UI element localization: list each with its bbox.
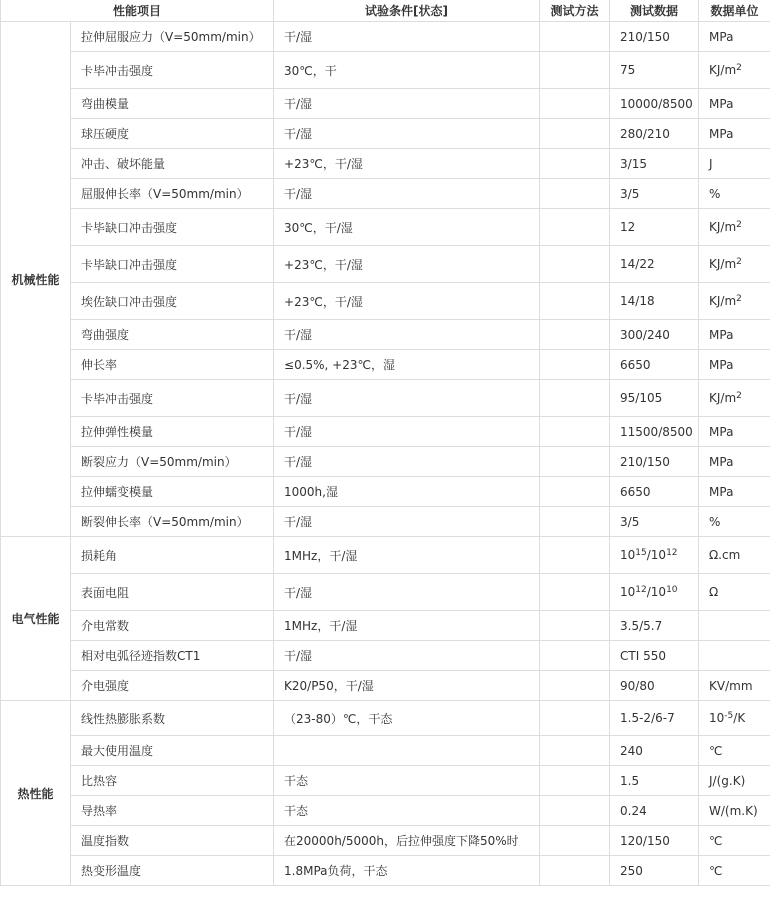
table-row [1,671,770,701]
cell-item: 导热率 [71,796,274,826]
table-row [1,320,770,350]
cell-data: 240 [610,736,699,766]
cell-condition: ≤0.5%, +23℃，湿 [274,350,540,380]
table-row [1,246,770,283]
cell-method [540,641,610,671]
group-label-electrical: 电气性能 [1,537,71,701]
cell-condition: +23℃，干/湿 [274,283,540,320]
cell-unit: $KJ/m^2$ [699,283,770,320]
header-row [1,0,770,22]
cell-item: 伸长率 [71,350,274,380]
table-row [1,574,770,611]
cell-unit: $KJ/m^2$ [699,246,770,283]
table-row [1,179,770,209]
cell-unit: MPa [699,320,770,350]
table-row [1,283,770,320]
cell-method [540,22,610,52]
table-row [1,119,770,149]
table-row [1,350,770,380]
cell-method [540,52,610,89]
header-unit: 数据单位 [699,0,770,22]
cell-condition: 干/湿 [274,417,540,447]
cell-unit [699,611,770,641]
cell-data: 11500/8500 [610,417,699,447]
cell-data: 6650 [610,350,699,380]
cell-condition: +23℃，干/湿 [274,246,540,283]
cell-condition [274,736,540,766]
cell-unit: % [699,179,770,209]
cell-method [540,671,610,701]
cell-data: $10^{15}/10^{12}$ [610,537,699,574]
cell-unit: $10^{-5}/K$ [699,701,770,736]
cell-data: 6650 [610,477,699,507]
cell-unit: MPa [699,417,770,447]
cell-condition: K20/P50，干/湿 [274,671,540,701]
header-item: 性能项目 [1,0,274,22]
cell-method [540,350,610,380]
cell-unit: KV/mm [699,671,770,701]
cell-method [540,283,610,320]
cell-method [540,796,610,826]
table-row [1,641,770,671]
cell-condition: 干/湿 [274,641,540,671]
cell-data: 95/105 [610,380,699,417]
cell-item: 卡毕冲击强度 [71,52,274,89]
cell-data: 210/150 [610,22,699,52]
cell-condition: 干/湿 [274,320,540,350]
cell-unit: MPa [699,477,770,507]
cell-unit: W/(m.K) [699,796,770,826]
table-row [1,380,770,417]
cell-data: 300/240 [610,320,699,350]
header-method: 测试方法 [540,0,610,22]
cell-unit: ℃ [699,856,770,886]
header-condition: 试验条件[状态] [274,0,540,22]
cell-data: 120/150 [610,826,699,856]
cell-item: 埃佐缺口冲击强度 [71,283,274,320]
cell-method [540,320,610,350]
cell-unit [699,641,770,671]
cell-method [540,826,610,856]
cell-unit: $KJ/m^2$ [699,380,770,417]
cell-condition: 干/湿 [274,507,540,537]
cell-data: 0.24 [610,796,699,826]
table-row [1,507,770,537]
cell-condition: 在20000h/5000h，后拉伸强度下降50%时 [274,826,540,856]
cell-data: 250 [610,856,699,886]
cell-method [540,507,610,537]
cell-method [540,380,610,417]
cell-unit: J/(g.K) [699,766,770,796]
cell-item: 弯曲强度 [71,320,274,350]
table-row [1,52,770,89]
table-row [1,701,770,736]
cell-item: 损耗角 [71,537,274,574]
cell-data: 3/5 [610,179,699,209]
cell-method [540,447,610,477]
table-row [1,826,770,856]
cell-method [540,766,610,796]
cell-unit: Ω.cm [699,537,770,574]
cell-method [540,611,610,641]
header-data: 测试数据 [610,0,699,22]
cell-method [540,119,610,149]
cell-item: 卡毕缺口冲击强度 [71,246,274,283]
cell-method [540,856,610,886]
cell-item: 断裂应力（V=50mm/min） [71,447,274,477]
cell-item: 拉伸蠕变模量 [71,477,274,507]
table-row [1,477,770,507]
cell-condition: 干态 [274,766,540,796]
table-row [1,736,770,766]
table-row [1,22,770,52]
cell-unit: MPa [699,89,770,119]
cell-data: CTI 550 [610,641,699,671]
cell-unit: J [699,149,770,179]
table-row [1,89,770,119]
cell-data: 14/18 [610,283,699,320]
table-row [1,149,770,179]
table-row [1,611,770,641]
cell-item: 卡毕冲击强度 [71,380,274,417]
cell-item: 热变形温度 [71,856,274,886]
table-row [1,796,770,826]
cell-item: 球压硬度 [71,119,274,149]
cell-item: 介电强度 [71,671,274,701]
cell-unit: Ω [699,574,770,611]
cell-item: 断裂伸长率（V=50mm/min） [71,507,274,537]
cell-item: 最大使用温度 [71,736,274,766]
cell-condition: 干态 [274,796,540,826]
cell-data: 12 [610,209,699,246]
cell-data: 3.5/5.7 [610,611,699,641]
cell-condition: 干/湿 [274,89,540,119]
cell-condition: 干/湿 [274,119,540,149]
cell-data: 210/150 [610,447,699,477]
cell-unit: MPa [699,22,770,52]
cell-data: 1.5-2/6-7 [610,701,699,736]
cell-method [540,246,610,283]
table-row [1,447,770,477]
table-row [1,417,770,447]
cell-condition: 干/湿 [274,380,540,417]
cell-condition: 干/湿 [274,447,540,477]
table-row [1,766,770,796]
cell-item: 表面电阻 [71,574,274,611]
cell-condition: 干/湿 [274,574,540,611]
cell-method [540,701,610,736]
cell-data: 3/15 [610,149,699,179]
cell-item: 温度指数 [71,826,274,856]
cell-unit: MPa [699,350,770,380]
cell-condition: 1MHz，干/湿 [274,611,540,641]
cell-condition: 干/湿 [274,22,540,52]
cell-data: 90/80 [610,671,699,701]
cell-method [540,477,610,507]
cell-unit: % [699,507,770,537]
cell-condition: 1000h,湿 [274,477,540,507]
cell-condition: 30℃，干 [274,52,540,89]
cell-item: 弯曲模量 [71,89,274,119]
cell-item: 介电常数 [71,611,274,641]
cell-item: 线性热膨胀系数 [71,701,274,736]
cell-data: 75 [610,52,699,89]
cell-method [540,149,610,179]
group-label-thermal: 热性能 [1,701,71,886]
cell-method [540,179,610,209]
cell-item: 拉伸屈服应力（V=50mm/min） [71,22,274,52]
cell-data: 280/210 [610,119,699,149]
cell-item: 相对电弧径迹指数CT1 [71,641,274,671]
cell-condition: 干/湿 [274,179,540,209]
cell-condition: 1.8MPa负荷，干态 [274,856,540,886]
cell-item: 屈服伸长率（V=50mm/min） [71,179,274,209]
cell-condition: 30℃，干/湿 [274,209,540,246]
cell-item: 冲击、破坏能量 [71,149,274,179]
cell-condition: 1MHz，干/湿 [274,537,540,574]
cell-method [540,736,610,766]
table-row [1,856,770,886]
cell-item: 比热容 [71,766,274,796]
table-row [1,209,770,246]
cell-item: 拉伸弹性模量 [71,417,274,447]
group-label-mechanical: 机械性能 [1,22,71,537]
cell-unit: MPa [699,447,770,477]
cell-data: 1.5 [610,766,699,796]
cell-method [540,89,610,119]
cell-unit: $KJ/m^2$ [699,209,770,246]
cell-method [540,574,610,611]
cell-unit: $KJ/m^2$ [699,52,770,89]
cell-unit: MPa [699,119,770,149]
cell-method [540,537,610,574]
cell-condition: （23-80）℃，干态 [274,701,540,736]
cell-data: $10^{12}/10^{10}$ [610,574,699,611]
cell-method [540,209,610,246]
cell-method [540,417,610,447]
cell-condition: +23℃，干/湿 [274,149,540,179]
cell-unit: ℃ [699,736,770,766]
cell-unit: ℃ [699,826,770,856]
table-row [1,537,770,574]
cell-item: 卡毕缺口冲击强度 [71,209,274,246]
cell-data: 3/5 [610,507,699,537]
cell-data: 10000/8500 [610,89,699,119]
cell-data: 14/22 [610,246,699,283]
